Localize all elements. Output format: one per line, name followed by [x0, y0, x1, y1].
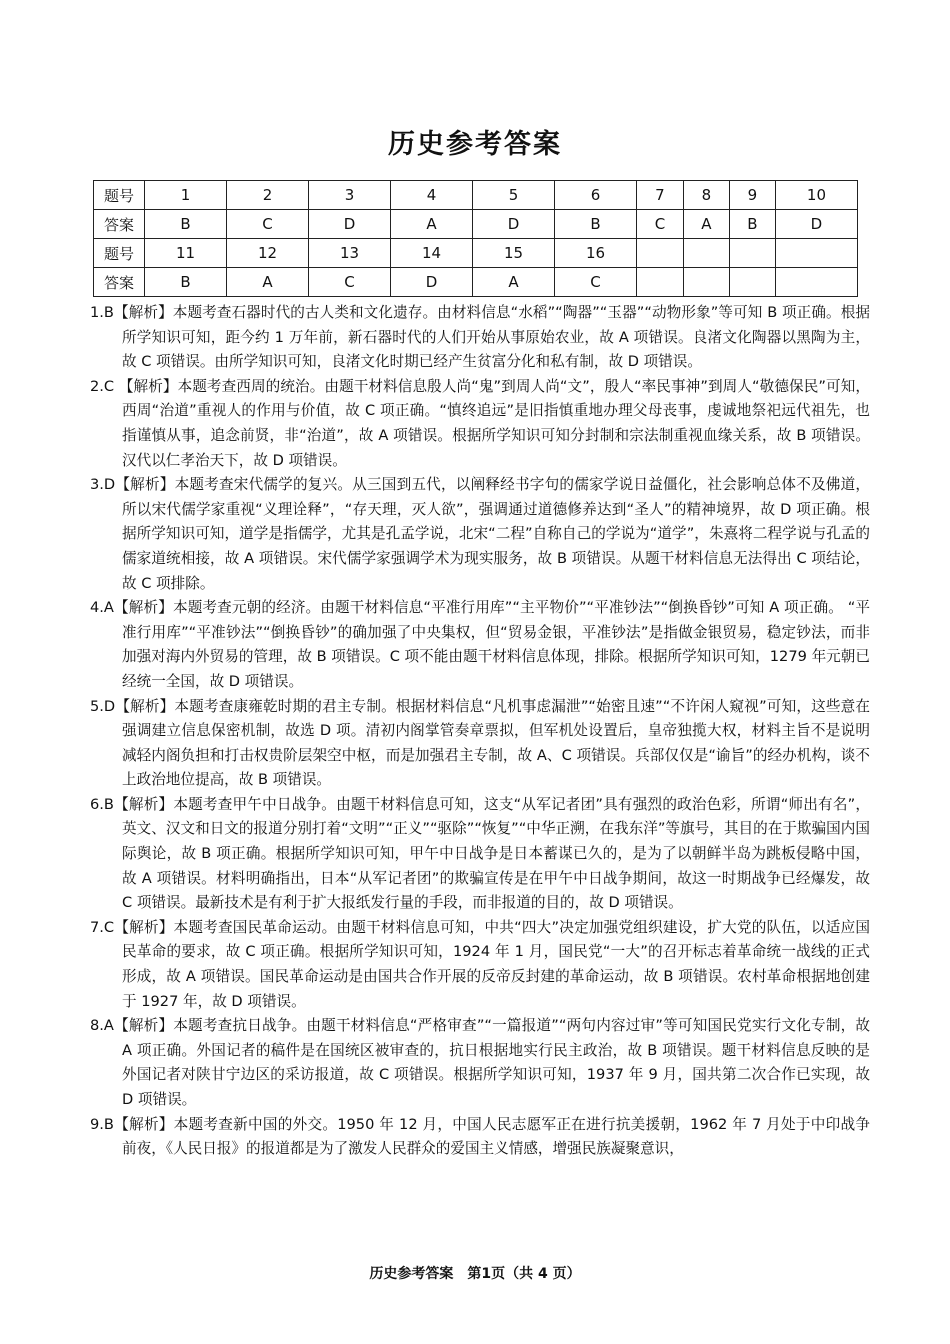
table-cell: 7	[637, 181, 684, 210]
table-cell: C	[555, 268, 637, 297]
row-label: 题号	[94, 181, 145, 210]
page-title: 历史参考答案	[388, 129, 562, 160]
table-cell: B	[145, 210, 227, 239]
table-cell: 6	[555, 181, 637, 210]
answer-table	[93, 180, 858, 297]
explanation-item: 5.D【解析】本题考查康雍乾时期的君主专制。根据材料信息“凡机事虑漏泄”“始密且速”“不许闲人窥视”可知，这些意在强调建立信息保密机制，故选 D 项。清初内阁掌管奏章票拟，但军机处设置后，皇帝独揽大权，材料主旨不是说明减轻内阁负担和打击权贵阶层架空中枢，而是加强君主专制，故 A、C 项错误。兵部仅仅是“谕旨”的经办机构，谈不上政治地位提高，故 B 项错误。	[90, 697, 870, 789]
table-cell: 9	[729, 181, 775, 210]
table-cell: A	[683, 210, 729, 239]
table-cell: A	[391, 210, 473, 239]
table-row	[94, 268, 858, 297]
table-cell: 1	[145, 181, 227, 210]
table-cell	[729, 268, 775, 297]
table-cell: D	[775, 210, 857, 239]
row-label: 答案	[94, 210, 145, 239]
table-cell: 13	[309, 239, 391, 268]
table-cell: C	[227, 210, 309, 239]
explanation-item: 7.C【解析】本题考查国民革命运动。由题干材料信息可知，中共“四大”决定加强党组织建设，扩大党的队伍，以适应国民革命的要求，故 C 项正确。根据所学知识可知，1924 年 1 月，国民党“一大”的召开标志着革命统一战线的正式形成，故 A 项错误。国民革命运动是由国共合作开展的反帝反封建的革命运动，故 B 项错误。农村革命根据地创建于 1927 年，故 D 项错误。	[90, 918, 870, 1010]
table-cell	[729, 239, 775, 268]
table-cell: 14	[391, 239, 473, 268]
table-cell	[775, 268, 857, 297]
table-row	[94, 210, 858, 239]
table-cell: 16	[555, 239, 637, 268]
table-cell: 4	[391, 181, 473, 210]
table-cell: 8	[683, 181, 729, 210]
explanation-item: 8.A【解析】本题考查抗日战争。由题干材料信息“严格审查”“一篇报道”“两句内容过审”等可知国民党实行文化专制，故 A 项正确。外国记者的稿件是在国统区被审查的，抗日根据地实行民主政治，故 B 项错误。题干材料信息反映的是外国记者对陕甘宁边区的采访报道，故 C 项错误。根据所学知识可知，1937 年 9 月，国共第二次合作已实现，故 D 项错误。	[90, 1017, 870, 1108]
table-cell: D	[391, 268, 473, 297]
table-cell: 10	[775, 181, 857, 210]
row-label: 答案	[94, 268, 145, 297]
table-cell: B	[555, 210, 637, 239]
table-cell: 5	[473, 181, 555, 210]
page-footer: 历史参考答案 第1页（共 4 页）	[369, 1266, 581, 1282]
table-cell: 2	[227, 181, 309, 210]
table-row	[94, 239, 858, 268]
row-label: 题号	[94, 239, 145, 268]
table-cell: C	[309, 268, 391, 297]
table-cell	[683, 239, 729, 268]
table-row	[94, 181, 858, 210]
table-cell: 12	[227, 239, 309, 268]
table-cell: 15	[473, 239, 555, 268]
table-cell	[775, 239, 857, 268]
table-cell: 3	[309, 181, 391, 210]
table-cell: D	[473, 210, 555, 239]
table-cell: C	[637, 210, 684, 239]
explanations	[90, 301, 870, 1162]
table-cell: 11	[145, 239, 227, 268]
table-cell: A	[473, 268, 555, 297]
explanation-item: 2.C 【解析】本题考查西周的统治。由题干材料信息殷人尚“鬼”到周人尚“文”，殷人“率民事神”到周人“敬德保民”可知，西周“治道”重视人的作用与价值，故 C 项正确。“慎终追远”是旧指慎重地办理父母丧事，虔诚地祭祀远代祖先，也指谨慎从事，追念前贤，非“治道”，故 A 项错误。根据所学知识可知分封制和宗法制重视血缘关系，故 B 项错误。汉代以仁孝治天下，故 D 项错误。	[90, 377, 870, 469]
table-cell	[683, 268, 729, 297]
explanation-item: 4.A【解析】本题考查元朝的经济。由题干材料信息“平准行用库”“主平物价”“平准钞法”“倒换昏钞”可知 A 项正确。 “平准行用库”“平准钞法”“倒换昏钞”的确加强了中央集权，但“贸易金银，平准钞法”是指做金银贸易，稳定钞法，而非加强对海内外贸易的管理，故 B 项错误。C 项不能由题干材料信息体现，排除。根据所学知识可知，1279 年元朝已经统一全国，故 D 项错误。	[90, 599, 870, 690]
explanation-item: 6.B【解析】本题考查甲午中日战争。由题干材料信息可知，这支“从军记者团”具有强烈的政治色彩，所谓“师出有名”，英文、汉文和日文的报道分别打着“文明”“正义”“驱除”“恢复”“中华正溯，在我东洋”等旗号，其目的在于欺骗国内国际舆论，故 B 项正确。根据所学知识可知，甲午中日战争是日本蓄谋已久的，是为了以朝鲜半岛为跳板侵略中国，故 A 项错误。材料明确指出，日本“从军记者团”的欺骗宣传是在甲午中日战争期间，故这一时期战争已经爆发，故 C 项错误。最新技术是有利于扩大报纸发行量的手段，而非报道的目的，故 D 项错误。	[90, 795, 870, 912]
table-cell: D	[309, 210, 391, 239]
table-cell	[637, 239, 684, 268]
explanation-item: 3.D【解析】本题考查宋代儒学的复兴。从三国到五代，以阐释经书字句的儒家学说日益僵化，社会影响总体不及佛道，所以宋代儒学家重视“义理诠释”，“存天理，灭人欲”，强调通过道德修养达到“圣人”的精神境界，故 D 项正确。根据所学知识可知，道学是指儒学，尤其是孔孟学说，北宋“二程”自称自己的学说为“道学”，朱熹将二程学说与孔孟的儒家道统相接，故 A 项错误。宋代儒学家强调学术为现实服务，故 B 项错误。从题干材料信息无法得出 C 项结论，故 C 项排除。	[90, 476, 870, 592]
table-cell: A	[227, 268, 309, 297]
explanation-item: 9.B【解析】本题考查新中国的外交。1950 年 12 月，中国人民志愿军正在进行抗美援朝，1962 年 7 月处于中印战争前夜，《人民日报》的报道都是为了激发人民群众的爱国主义情感，增强民族凝聚意识，	[90, 1115, 870, 1158]
table-cell: B	[729, 210, 775, 239]
table-cell: B	[145, 268, 227, 297]
table-cell	[637, 268, 684, 297]
explanation-item: 1.B【解析】本题考查石器时代的古人类和文化遗存。由材料信息“水稻”“陶器”“玉器”“动物形象”等可知 B 项正确。根据所学知识可知，距今约 1 万年前，新石器时代的人们开始从事原始农业，故 A 项错误。良渚文化陶器以黑陶为主，故 C 项错误。由所学知识可知，良渚文化时期已经产生贫富分化和私有制，故 D 项错误。	[90, 304, 870, 371]
